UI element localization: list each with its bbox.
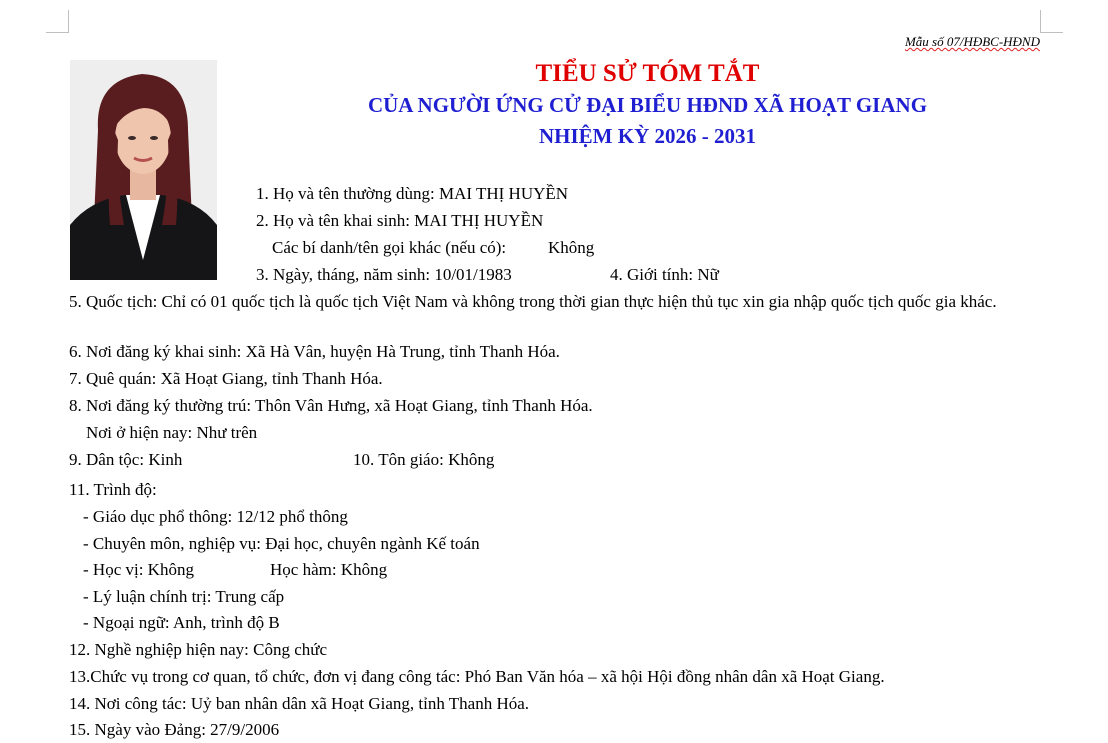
crop-mark-right [1040,10,1063,33]
field-religion: 10. Tôn giáo: Không [353,450,495,469]
field-party-join-date: 15. Ngày vào Đảng: 27/9/2006 [69,720,280,739]
field-gender: 4. Giới tính: Nữ [610,265,719,284]
field-general-education: - Giáo dục phổ thông: 12/12 phổ thông [83,507,348,526]
field-permanent-residence: 8. Nơi đăng ký thường trú: Thôn Vân Hưng, xã Hoạt Giang, tỉnh Thanh Hóa. [69,396,593,415]
portrait-image [70,60,217,280]
field-occupation: 12. Nghề nghiệp hiện nay: Công chức [69,640,328,659]
form-number: Mẫu số 07/HĐBC-HĐND [904,34,1040,49]
field-degree: - Học vị: Không [83,560,194,579]
field-nationality: 5. Quốc tịch: Chỉ có 01 quốc tịch là quốc tịch Việt Nam và không trong thời gian thực hiện thủ tục xin gia nhập quốc tịch quốc gia khác. [69,292,997,311]
crop-mark-left [46,10,69,33]
document-title [300,58,995,152]
field-foreign-language: - Ngoại ngữ: Anh, trình độ B [83,613,280,632]
field-specialization: - Chuyên môn, nghiệp vụ: Đại học, chuyên ngành Kế toán [83,534,480,553]
title-line-1: TIỂU SỬ TÓM TẮT [535,60,760,87]
field-common-name: 1. Họ và tên thường dùng: MAI THỊ HUYỀN [256,184,569,203]
title-line-3: NHIỆM KỲ 2026 - 2031 [539,124,756,148]
field-ethnicity: 9. Dân tộc: Kinh [69,450,183,469]
field-aliases-label: Các bí danh/tên gọi khác (nếu có): [272,238,507,257]
field-academic-title: Học hàm: Không [270,560,388,579]
field-political-theory: - Lý luận chính trị: Trung cấp [83,587,285,606]
field-hometown: 7. Quê quán: Xã Hoạt Giang, tỉnh Thanh Hóa. [69,369,383,388]
field-position: 13.Chức vụ trong cơ quan, tổ chức, đơn vị đang công tác: Phó Ban Văn hóa – xã hội Hội đồng nhân dân xã Hoạt Giang. [69,667,885,686]
field-birth-date: 3. Ngày, tháng, năm sinh: 10/01/1983 [256,265,512,284]
title-line-2: CỦA NGƯỜI ỨNG CỬ ĐẠI BIỂU HĐND XÃ HOẠT GIANG [367,93,928,117]
portrait-photo [70,60,217,280]
field-current-residence: Nơi ở hiện nay: Như trên [86,423,258,442]
field-birth-name: 2. Họ và tên khai sinh: MAI THỊ HUYỀN [256,211,544,230]
field-aliases-value: Không [548,238,595,257]
field-education-heading: 11. Trình độ: [69,480,157,499]
field-workplace: 14. Nơi công tác: Uỷ ban nhân dân xã Hoạt Giang, tỉnh Thanh Hóa. [69,694,530,713]
field-birth-registration: 6. Nơi đăng ký khai sinh: Xã Hà Vân, huyện Hà Trung, tỉnh Thanh Hóa. [69,342,560,361]
